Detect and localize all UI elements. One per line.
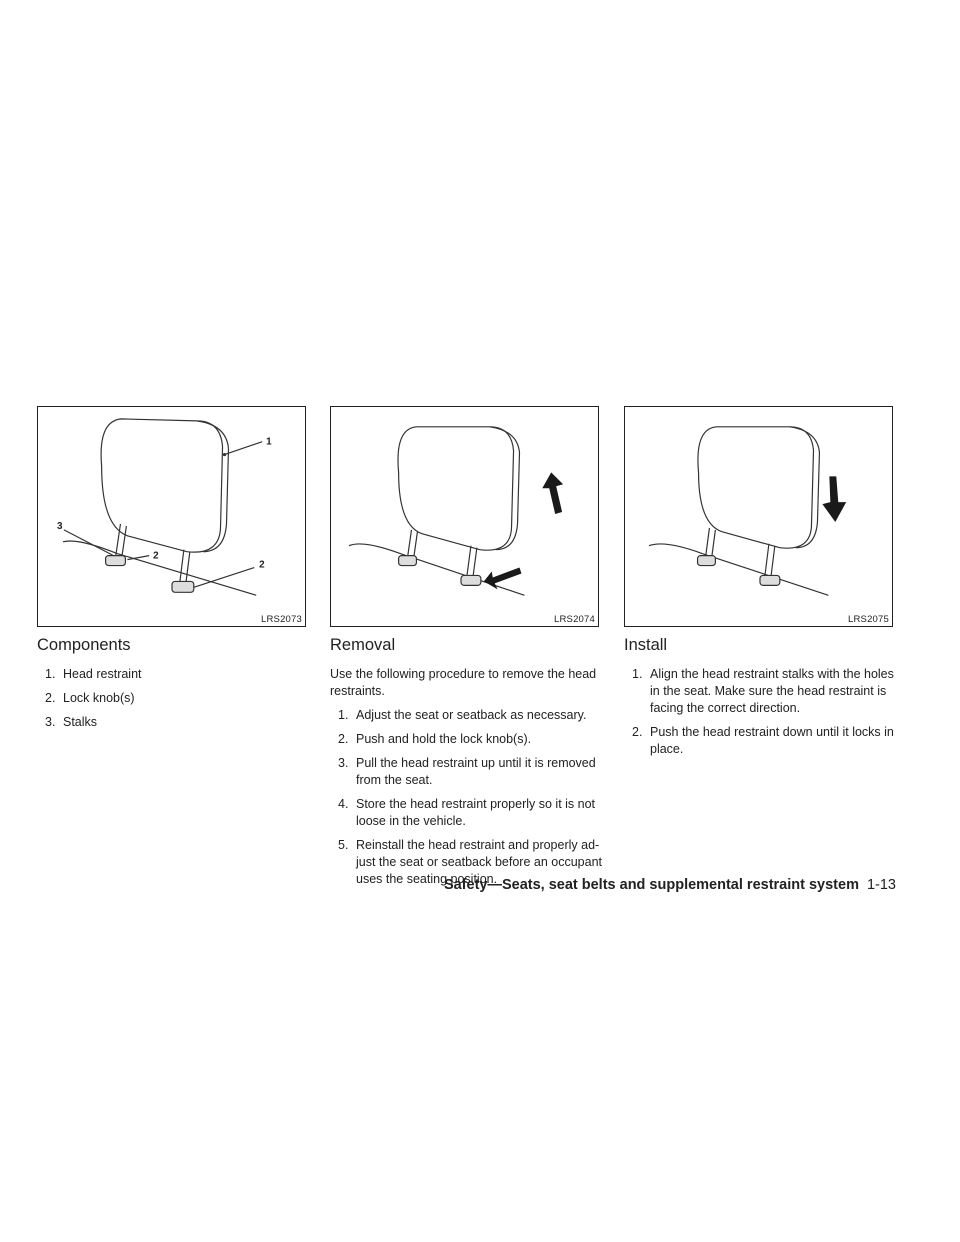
list-item: 3. Stalks	[45, 715, 98, 729]
figure-install	[624, 406, 893, 627]
figure-components	[37, 406, 306, 627]
figure-code: LRS2073	[260, 614, 302, 625]
removal-section	[330, 636, 602, 895]
list-item: 1. Head restraint	[45, 667, 142, 681]
list-item: 2. Push the head restraint down until it locks in place.	[632, 725, 894, 756]
callout-2-left: 2	[153, 550, 159, 562]
removal-steps	[330, 707, 602, 888]
removal-intro: Use the following procedure to remove the head restraints.	[330, 667, 597, 698]
components-heading: Components	[37, 636, 131, 654]
page-number: 1-13	[866, 877, 896, 893]
components-section	[37, 636, 297, 738]
list-item: 4. Store the head restraint properly so it is not loose in the vehicle.	[338, 797, 596, 828]
callout-1: 1	[266, 436, 272, 448]
figure-code: LRS2074	[553, 614, 595, 625]
install-steps	[624, 666, 896, 758]
callout-3: 3	[57, 520, 63, 532]
list-item: 3. Pull the head restraint up until it is removed from the seat.	[338, 756, 596, 787]
figure-code: LRS2075	[847, 614, 889, 625]
removal-heading: Removal	[330, 636, 396, 654]
figure-removal	[330, 406, 599, 627]
callout-2-right: 2	[259, 559, 265, 571]
head-restraint-install-illustration	[625, 407, 892, 626]
install-heading: Install	[624, 636, 668, 654]
install-section	[624, 636, 896, 765]
list-item: 1. Adjust the seat or seatback as necessary.	[338, 708, 587, 722]
list-item: 5. Reinstall the head restraint and properly ad-just the seat or seatback before an occupant uses the seating position.	[338, 838, 602, 886]
list-item: 1. Align the head restraint stalks with the holes in the seat. Make sure the head restraint is facing the correct direction.	[632, 667, 894, 715]
list-item: 2. Push and hold the lock knob(s).	[338, 732, 532, 746]
head-restraint-components-illustration	[38, 407, 305, 626]
components-list	[37, 666, 297, 731]
head-restraint-removal-illustration	[331, 407, 598, 626]
page-footer	[444, 877, 896, 893]
list-item: 2. Lock knob(s)	[45, 691, 135, 705]
section-title: Safety—Seats, seat belts and supplemental restraint system	[443, 877, 859, 893]
